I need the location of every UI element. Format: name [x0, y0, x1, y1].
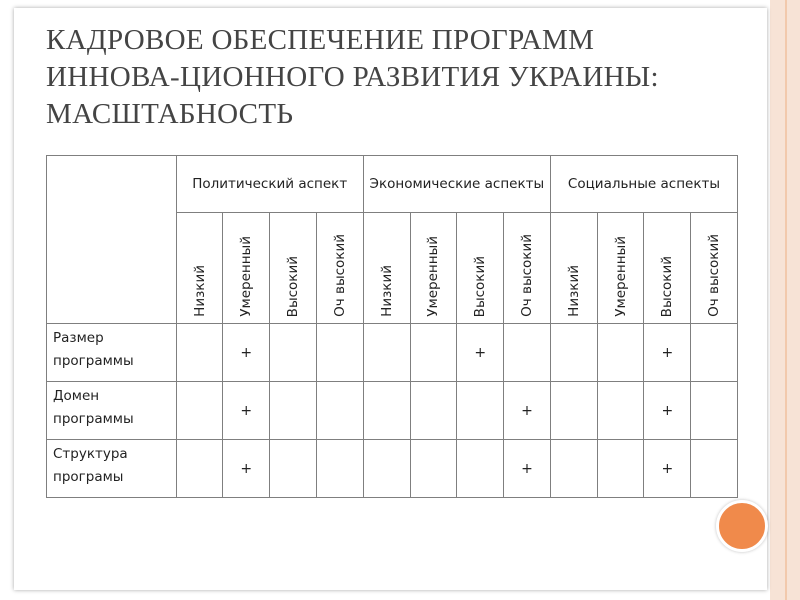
cell [270, 382, 317, 440]
scale-table [46, 155, 738, 498]
cell [457, 382, 504, 440]
level-header: Умеренный [597, 213, 644, 324]
cell: + [644, 382, 691, 440]
cell [410, 324, 457, 382]
cell [691, 324, 738, 382]
cell [363, 440, 410, 498]
cell: + [457, 324, 504, 382]
level-header: Низкий [550, 213, 597, 324]
cell [691, 382, 738, 440]
cell [691, 440, 738, 498]
cell [550, 382, 597, 440]
cell [504, 324, 551, 382]
level-header: Оч высокий [504, 213, 551, 324]
cell: + [223, 324, 270, 382]
cell [316, 324, 363, 382]
cell [550, 324, 597, 382]
cell [363, 324, 410, 382]
cell: + [223, 382, 270, 440]
group-header-row [47, 156, 738, 213]
row-label: Домен программы [47, 382, 177, 440]
cell: + [504, 382, 551, 440]
level-header: Умеренный [410, 213, 457, 324]
cell [550, 440, 597, 498]
cell [176, 324, 223, 382]
group-header-social: Социальные аспекты [550, 156, 737, 213]
cell [597, 324, 644, 382]
level-header: Оч высокий [691, 213, 738, 324]
level-header: Высокий [457, 213, 504, 324]
level-header: Низкий [176, 213, 223, 324]
cell [316, 382, 363, 440]
level-header: Умеренный [223, 213, 270, 324]
cell [363, 382, 410, 440]
table-row [47, 324, 738, 382]
level-header: Низкий [363, 213, 410, 324]
cell [597, 440, 644, 498]
group-header-economic: Экономические аспекты [363, 156, 550, 213]
slide-title: КАДРОВОЕ ОБЕСПЕЧЕНИЕ ПРОГРАММ ИННОВА-ЦИОННОГО РАЗВИТИЯ УКРАИНЫ: МАСШТАБНОСТЬ [46, 24, 659, 130]
cell [176, 382, 223, 440]
cell [176, 440, 223, 498]
row-label: Структура програмы [47, 440, 177, 498]
right-decorative-line [785, 0, 787, 600]
cell [597, 382, 644, 440]
row-label: Размер программы [47, 324, 177, 382]
group-header-political: Политический аспект [176, 156, 363, 213]
level-header: Оч высокий [316, 213, 363, 324]
cell: + [223, 440, 270, 498]
cell [270, 324, 317, 382]
cell [457, 440, 504, 498]
cell: + [644, 440, 691, 498]
decorative-orange-circle [716, 500, 768, 552]
cell [316, 440, 363, 498]
cell [410, 440, 457, 498]
cell [270, 440, 317, 498]
corner-cell [47, 156, 177, 324]
cell: + [504, 440, 551, 498]
table-row [47, 440, 738, 498]
table-row [47, 382, 738, 440]
cell [410, 382, 457, 440]
level-header: Высокий [270, 213, 317, 324]
cell: + [644, 324, 691, 382]
level-header: Высокий [644, 213, 691, 324]
